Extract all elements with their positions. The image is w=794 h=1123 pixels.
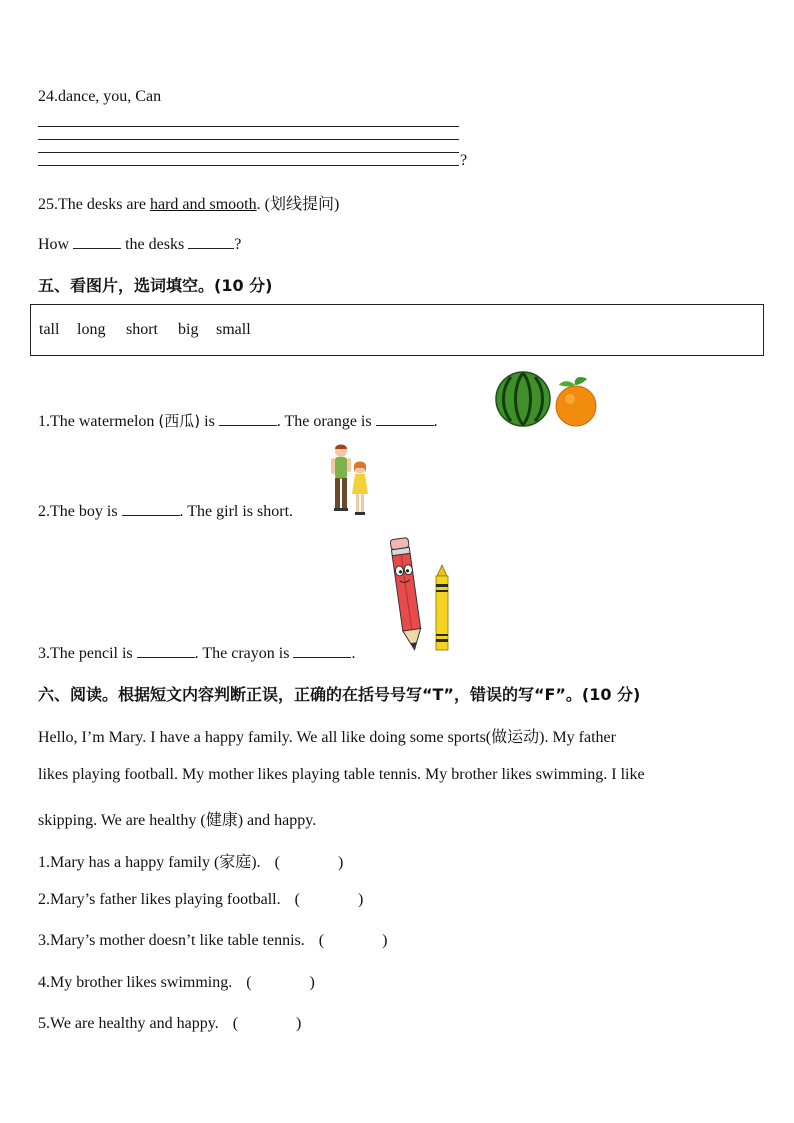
answer-paren[interactable]: ( ) bbox=[274, 854, 344, 871]
statement-4 bbox=[38, 974, 315, 992]
word-bank-item: small bbox=[216, 321, 251, 338]
statement-text: 5.We are healthy and happy. bbox=[38, 1015, 219, 1032]
answer-paren[interactable]: ( ) bbox=[246, 974, 315, 991]
s5-q1-cn: (西瓜) bbox=[158, 412, 201, 430]
answer-line-4[interactable] bbox=[38, 165, 459, 166]
word-bank-item: long bbox=[77, 321, 106, 338]
q25-suffix: . (划线提问) bbox=[256, 196, 340, 213]
boy-and-girl-image bbox=[325, 442, 373, 518]
s5-q2-text: 2.The boy is bbox=[38, 503, 118, 520]
q25-underlined: hard and smooth bbox=[149, 196, 257, 213]
s5-q1-period: . bbox=[433, 413, 438, 430]
s5-q2-text-2: . The girl is short. bbox=[179, 503, 294, 520]
s5-q3-blank-1[interactable] bbox=[137, 643, 195, 658]
word-bank-item: tall bbox=[39, 321, 60, 338]
answer-line-1[interactable] bbox=[38, 126, 459, 127]
q25-prompt bbox=[38, 191, 339, 214]
section6-heading: 六、阅读。根据短文内容判断正误，正确的在括号号写“T”，错误的写“F”。(10 分) bbox=[38, 685, 641, 704]
statement-3 bbox=[38, 932, 387, 950]
q24-prompt: 24.dance, you, Can bbox=[38, 88, 162, 105]
passage-line-2: likes playing football. My mother likes playing table tennis. My brother likes swimming. I like bbox=[38, 766, 645, 783]
answer-paren[interactable]: ( ) bbox=[294, 891, 364, 908]
statement-1 bbox=[38, 849, 343, 872]
answer-paren[interactable]: ( ) bbox=[318, 932, 388, 949]
watermelon-image bbox=[495, 371, 553, 427]
pencil-image bbox=[388, 536, 428, 656]
s5-q2-blank[interactable] bbox=[122, 501, 180, 516]
answer-line-3[interactable] bbox=[38, 152, 459, 153]
word-bank bbox=[30, 304, 764, 356]
answer-paren[interactable]: ( ) bbox=[232, 1015, 302, 1032]
passage-line-1: Hello, I’m Mary. I have a happy family. We all like doing some sports(做运动). My father bbox=[38, 729, 616, 746]
q25-answer bbox=[38, 234, 241, 254]
s5-q3-blank-2[interactable] bbox=[293, 643, 351, 658]
s5-q1-blank-1[interactable] bbox=[219, 411, 277, 426]
q25-blank-2[interactable] bbox=[188, 234, 234, 249]
q25-prefix: 25.The desks are bbox=[38, 196, 150, 213]
statement-text: 4.My brother likes swimming. bbox=[38, 974, 233, 991]
s5-q1-blank-2[interactable] bbox=[376, 411, 434, 426]
word-bank-item: short bbox=[126, 321, 158, 338]
statement-text: 3.Mary’s mother doesn’t like table tennis. bbox=[38, 932, 305, 949]
passage-line-3: skipping. We are healthy (健康) and happy. bbox=[38, 812, 317, 829]
s5-q1-text-2: . The orange is bbox=[276, 413, 372, 430]
crayon-image bbox=[433, 564, 451, 652]
statement-text: 1.Mary has a happy family (家庭). bbox=[38, 854, 261, 871]
q25-how: How bbox=[38, 236, 70, 253]
q24-question-mark: ? bbox=[460, 152, 468, 169]
statement-2 bbox=[38, 891, 363, 909]
section5-heading: 五、看图片，选词填空。(10 分) bbox=[38, 276, 273, 295]
s5-q2 bbox=[38, 501, 293, 521]
s5-q1 bbox=[38, 410, 438, 431]
answer-line-2[interactable] bbox=[38, 139, 459, 140]
s5-q3-text: 3.The pencil is bbox=[38, 645, 133, 662]
s5-q1-is: is bbox=[204, 413, 215, 430]
word-bank-item: big bbox=[178, 321, 199, 338]
s5-q3 bbox=[38, 643, 355, 663]
s5-q3-text-2: . The crayon is bbox=[194, 645, 290, 662]
statement-5 bbox=[38, 1015, 301, 1033]
orange-image bbox=[553, 373, 599, 427]
s5-q1-text: 1.The watermelon bbox=[38, 413, 155, 430]
q25-blank-1[interactable] bbox=[73, 234, 121, 249]
q25-end: ? bbox=[234, 236, 242, 253]
statement-text: 2.Mary’s father likes playing football. bbox=[38, 891, 281, 908]
s5-q3-period: . bbox=[351, 645, 356, 662]
q25-mid: the desks bbox=[125, 236, 185, 253]
